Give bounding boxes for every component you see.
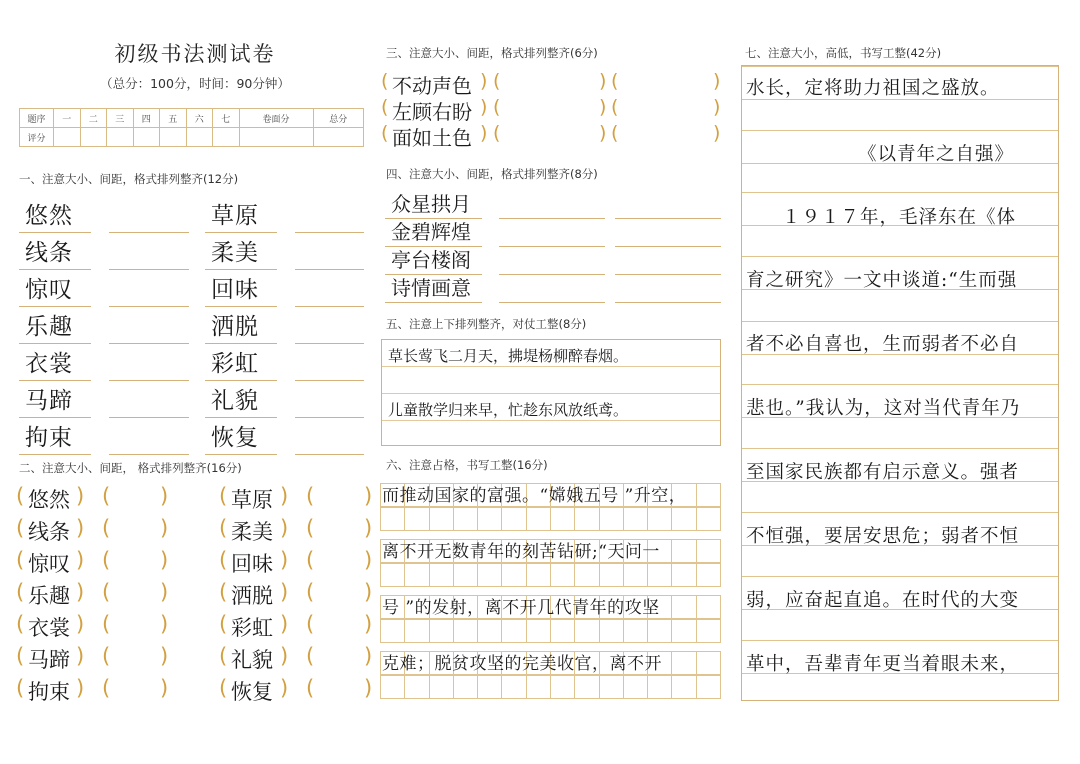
section1-row	[19, 344, 364, 381]
grid-cell[interactable]	[599, 675, 624, 699]
bracket-mark: (	[306, 644, 315, 668]
grid-cell[interactable]	[550, 619, 575, 643]
model-word: 柔美	[211, 240, 259, 266]
essay-line: 离不开无数青年的刻苦钻研;“天问一	[382, 542, 660, 562]
bracket-mark: (	[611, 122, 619, 144]
model-word: 柔美	[231, 520, 273, 544]
bracket-mark: (	[306, 548, 315, 572]
score-table-cell: 卷面分	[239, 109, 313, 128]
bracket-blank[interactable]	[503, 124, 597, 146]
section4-heading: 四、注意大小、间距，格式排列整齐(8分)	[386, 167, 598, 181]
model-word: 礼貌	[211, 388, 259, 414]
score-table-cell: 四	[133, 109, 160, 128]
bracket-blank[interactable]	[316, 645, 364, 669]
section5-heading: 五、注意上下排列整齐，对仗工整(8分)	[386, 317, 587, 331]
bracket-mark: (	[493, 122, 501, 144]
practice-line[interactable]	[205, 454, 277, 455]
bracket-mark: )	[599, 70, 607, 92]
grid-cell[interactable]	[477, 619, 502, 643]
bracket-mark: (	[306, 484, 315, 508]
bracket-mark: )	[480, 122, 488, 144]
essay-line: 不恒强，要居安思危；弱者不恒	[746, 526, 1020, 547]
grid-cell[interactable]	[599, 563, 624, 587]
bracket-mark: )	[160, 612, 169, 636]
grid-cell[interactable]	[550, 675, 575, 699]
score-table-cell: 总分	[313, 109, 363, 128]
section7-heading: 七、注意大小，高低，书写工整(42分)	[745, 46, 942, 60]
bracket-blank[interactable]	[316, 549, 364, 573]
bracket-blank[interactable]	[112, 613, 160, 637]
score-table-cell: 五	[160, 109, 187, 128]
essay-line: 育之研究》一文中谈道:“生而强	[746, 270, 1018, 291]
bracket-blank[interactable]	[316, 677, 364, 701]
bracket-mark: )	[160, 580, 169, 604]
section2-row	[16, 673, 371, 705]
grid-cell[interactable]	[404, 563, 429, 587]
bracket-blank[interactable]	[26, 485, 76, 509]
grid-cell[interactable]	[380, 619, 405, 643]
score-table-cell: 七	[213, 109, 240, 128]
score-input-cell[interactable]	[107, 128, 134, 147]
bracket-mark: (	[102, 548, 111, 572]
bracket-mark: (	[16, 484, 25, 508]
model-word: 彩虹	[211, 351, 259, 377]
essay-line: 《以青年之自强》	[858, 144, 1015, 165]
grid-cell[interactable]	[623, 619, 648, 643]
bracket-mark: )	[364, 612, 373, 636]
section2-row	[16, 481, 371, 513]
grid-row	[381, 619, 721, 643]
model-word: 拘束	[28, 680, 70, 704]
score-table-cell: 三	[107, 109, 134, 128]
score-table-cell: 二	[80, 109, 107, 128]
bracket-blank[interactable]	[26, 645, 76, 669]
bracket-mark: )	[76, 644, 85, 668]
section2-row	[16, 545, 371, 577]
grid-cell[interactable]	[671, 507, 696, 531]
bracket-mark: (	[493, 70, 501, 92]
section1-heading: 一、注意大小、间距，格式排列整齐(12分)	[19, 172, 239, 186]
section4-row	[385, 247, 725, 275]
model-word: 衣裳	[25, 351, 73, 377]
model-word: 诗情画意	[391, 276, 471, 300]
section1-row	[19, 381, 364, 418]
bracket-mark: (	[102, 612, 111, 636]
grid-cell[interactable]	[623, 675, 648, 699]
model-word: 金碧辉煌	[391, 220, 471, 244]
grid-row	[381, 507, 721, 531]
bracket-blank[interactable]	[112, 581, 160, 605]
bracket-mark: )	[76, 548, 85, 572]
bracket-mark: )	[364, 580, 373, 604]
grid-cell[interactable]	[453, 563, 478, 587]
grid-row	[381, 563, 721, 587]
grid-cell[interactable]	[501, 619, 526, 643]
model-word: 恢复	[231, 680, 273, 704]
bracket-mark: )	[364, 516, 373, 540]
section3-row	[381, 122, 726, 148]
grid-cell[interactable]	[501, 563, 526, 587]
bracket-mark: )	[364, 676, 373, 700]
bracket-mark: )	[280, 612, 289, 636]
practice-line[interactable]	[615, 302, 721, 303]
bracket-mark: (	[102, 580, 111, 604]
essay-line: 水长，定将助力祖国之盛放。	[746, 78, 1000, 99]
grid-cell[interactable]	[477, 507, 502, 531]
score-input-cell[interactable]	[54, 128, 81, 147]
bracket-mark: )	[160, 484, 169, 508]
poem-line: 儿童散学归来早，忙趁东风放纸鸢。	[388, 401, 629, 419]
grid-cell[interactable]	[526, 675, 551, 699]
bracket-blank[interactable]	[26, 549, 76, 573]
score-input-cell[interactable]	[80, 128, 107, 147]
bracket-mark: )	[280, 516, 289, 540]
bracket-mark: )	[713, 122, 721, 144]
model-word: 回味	[231, 552, 273, 576]
bracket-mark: )	[280, 580, 289, 604]
bracket-blank[interactable]	[112, 645, 160, 669]
bracket-mark: (	[381, 96, 389, 118]
grid-cell[interactable]	[574, 563, 599, 587]
grid-cell[interactable]	[696, 563, 721, 587]
grid-cell[interactable]	[429, 619, 454, 643]
grid-cell[interactable]	[501, 507, 526, 531]
section3-heading: 三、注意大小、间距，格式排列整齐(6分)	[386, 46, 598, 60]
score-table-cell: 六	[186, 109, 213, 128]
score-table-cell: 题序	[20, 109, 54, 128]
model-word: 线条	[25, 240, 73, 266]
ruled-line	[382, 393, 720, 394]
model-word: 恢复	[211, 425, 259, 451]
bracket-blank[interactable]	[112, 517, 160, 541]
bracket-blank[interactable]	[26, 517, 76, 541]
section2-row	[16, 577, 371, 609]
model-word: 马蹄	[28, 648, 70, 672]
score-input-cell[interactable]	[133, 128, 160, 147]
bracket-mark: )	[76, 676, 85, 700]
grid-cell[interactable]	[453, 619, 478, 643]
model-word: 乐趣	[28, 584, 70, 608]
score-table	[19, 108, 364, 147]
bracket-mark: (	[611, 70, 619, 92]
model-word: 惊叹	[25, 277, 73, 303]
section4-row	[385, 191, 725, 219]
essay-line: 而推动国家的富强。“嫦娥五号 ”升空，	[382, 486, 687, 506]
bracket-mark: )	[364, 484, 373, 508]
bracket-mark: (	[381, 122, 389, 144]
bracket-mark: )	[76, 484, 85, 508]
essay-line: 悲也。”我认为，这对当代青年乃	[746, 398, 1021, 419]
model-word: 悠然	[25, 203, 73, 229]
bracket-mark: (	[16, 676, 25, 700]
bracket-mark: (	[219, 676, 228, 700]
section3-row	[381, 70, 726, 96]
grid-cell[interactable]	[696, 619, 721, 643]
grid-cell[interactable]	[526, 619, 551, 643]
bracket-mark: )	[480, 96, 488, 118]
bracket-blank[interactable]	[26, 677, 76, 701]
grid-cell[interactable]	[526, 507, 551, 531]
practice-line[interactable]	[109, 454, 189, 455]
poem-line: 草长莺飞二月天，拂堤杨柳醉春烟。	[388, 347, 629, 365]
bracket-mark: )	[364, 548, 373, 572]
model-word: 拘束	[25, 425, 73, 451]
score-input-cell[interactable]	[186, 128, 213, 147]
bracket-mark: (	[219, 548, 228, 572]
model-word: 不动声色	[392, 74, 472, 98]
score-input-cell[interactable]	[213, 128, 240, 147]
section2-heading: 二、注意大小、间距， 格式排列整齐(16分)	[19, 461, 242, 475]
grid-cell[interactable]	[501, 675, 526, 699]
section5-practice-box[interactable]	[381, 339, 721, 446]
bracket-mark: (	[102, 644, 111, 668]
bracket-mark: (	[102, 516, 111, 540]
model-word: 众星拱月	[391, 192, 471, 216]
grid-cell[interactable]	[647, 507, 672, 531]
grid-cell[interactable]	[429, 675, 454, 699]
grid-cell[interactable]	[671, 563, 696, 587]
essay-line: １９１７年，毛泽东在《体	[782, 207, 1017, 228]
grid-cell[interactable]	[429, 563, 454, 587]
ruled-line	[382, 420, 720, 421]
score-input-cell[interactable]	[239, 128, 313, 147]
grid-cell[interactable]	[574, 675, 599, 699]
model-word: 亭台楼阁	[391, 248, 471, 272]
bracket-mark: (	[493, 96, 501, 118]
bracket-mark: (	[102, 676, 111, 700]
grid-cell[interactable]	[574, 619, 599, 643]
bracket-blank[interactable]	[621, 98, 711, 120]
bracket-mark: (	[219, 580, 228, 604]
score-input-cell[interactable]	[313, 128, 363, 147]
bracket-mark: (	[102, 484, 111, 508]
model-word: 洒脱	[231, 584, 273, 608]
model-word: 洒脱	[211, 314, 259, 340]
bracket-blank[interactable]	[112, 485, 160, 509]
grid-cell[interactable]	[550, 563, 575, 587]
bracket-blank[interactable]	[316, 485, 364, 509]
model-word: 悠然	[28, 488, 70, 512]
bracket-mark: )	[76, 516, 85, 540]
bracket-mark: (	[219, 612, 228, 636]
bracket-mark: )	[160, 516, 169, 540]
bracket-mark: (	[219, 484, 228, 508]
grid-cell[interactable]	[696, 507, 721, 531]
bracket-mark: )	[160, 644, 169, 668]
bracket-mark: )	[160, 548, 169, 572]
section4-row	[385, 219, 725, 247]
grid-cell[interactable]	[647, 619, 672, 643]
essay-line: 克难；脱贫攻坚的完美收官，离不开	[382, 654, 662, 674]
bracket-blank[interactable]	[316, 517, 364, 541]
grid-cell[interactable]	[599, 619, 624, 643]
bracket-mark: (	[381, 70, 389, 92]
grid-cell[interactable]	[574, 507, 599, 531]
grid-cell[interactable]	[453, 507, 478, 531]
grid-cell[interactable]	[599, 507, 624, 531]
section3-row	[381, 96, 726, 122]
practice-line[interactable]	[499, 302, 605, 303]
bracket-mark: )	[280, 548, 289, 572]
practice-line[interactable]	[295, 454, 364, 455]
bracket-blank[interactable]	[316, 613, 364, 637]
bracket-blank[interactable]	[621, 72, 711, 94]
bracket-mark: (	[306, 676, 315, 700]
bracket-mark: (	[16, 516, 25, 540]
grid-cell[interactable]	[647, 563, 672, 587]
bracket-mark: (	[611, 96, 619, 118]
grid-cell[interactable]	[404, 507, 429, 531]
bracket-mark: )	[480, 70, 488, 92]
model-word: 惊叹	[28, 552, 70, 576]
section1-row	[19, 270, 364, 307]
grid-cell[interactable]	[526, 563, 551, 587]
bracket-mark: (	[306, 580, 315, 604]
bracket-mark: )	[76, 580, 85, 604]
bracket-mark: (	[306, 612, 315, 636]
bracket-blank[interactable]	[316, 581, 364, 605]
score-table-header-row	[20, 109, 364, 128]
bracket-mark: (	[306, 516, 315, 540]
base-line	[385, 302, 482, 303]
essay-line: 至国家民族都有启示意义。强者	[746, 462, 1020, 483]
bracket-mark: )	[280, 644, 289, 668]
grid-cell[interactable]	[550, 507, 575, 531]
bracket-mark: (	[16, 548, 25, 572]
section7-practice-box[interactable]	[741, 65, 1059, 701]
grid-cell[interactable]	[404, 619, 429, 643]
section2-row	[16, 641, 371, 673]
essay-line: 革中，吾辈青年更当着眼未来，	[746, 654, 1020, 675]
ruled-line	[382, 366, 720, 367]
grid-cell[interactable]	[671, 619, 696, 643]
section2-row	[16, 609, 371, 641]
score-input-cell[interactable]	[160, 128, 187, 147]
model-word: 左顾右盼	[392, 100, 472, 124]
bracket-mark: )	[713, 70, 721, 92]
grid-cell[interactable]	[380, 563, 405, 587]
section6-heading: 六、注意占格，书写工整(16分)	[386, 458, 548, 472]
bracket-mark: (	[16, 644, 25, 668]
grid-cell[interactable]	[380, 507, 405, 531]
essay-line: 号 ”的发射，离不开几代青年的攻坚	[382, 598, 660, 618]
bracket-blank[interactable]	[503, 98, 597, 120]
bracket-mark: )	[599, 96, 607, 118]
model-word: 草原	[231, 488, 273, 512]
grid-cell[interactable]	[429, 507, 454, 531]
bracket-mark: )	[76, 612, 85, 636]
bracket-mark: )	[599, 122, 607, 144]
score-table-cell: 一	[54, 109, 81, 128]
section1-row	[19, 196, 364, 233]
model-word: 衣裳	[28, 616, 70, 640]
bracket-mark: )	[713, 96, 721, 118]
exam-subtitle: （总分：100分，时间：90分钟）	[100, 76, 290, 91]
bracket-blank[interactable]	[26, 613, 76, 637]
grid-cell[interactable]	[623, 563, 648, 587]
model-word: 礼貌	[231, 648, 273, 672]
bracket-blank[interactable]	[26, 581, 76, 605]
bracket-mark: (	[219, 644, 228, 668]
section2-row	[16, 513, 371, 545]
essay-line: 者不必自喜也，生而弱者不必自	[746, 334, 1020, 355]
section1-row	[19, 307, 364, 344]
grid-cell[interactable]	[404, 675, 429, 699]
bracket-mark: (	[16, 612, 25, 636]
practice-line[interactable]	[19, 454, 91, 455]
model-word: 线条	[28, 520, 70, 544]
score-table-cell: 评分	[20, 128, 54, 147]
bracket-mark: (	[16, 580, 25, 604]
bracket-blank[interactable]	[503, 72, 597, 94]
bracket-blank[interactable]	[112, 549, 160, 573]
model-word: 回味	[211, 277, 259, 303]
model-word: 马蹄	[25, 388, 73, 414]
grid-cell[interactable]	[647, 675, 672, 699]
bracket-mark: )	[364, 644, 373, 668]
section1-row	[19, 233, 364, 270]
bracket-mark: )	[280, 676, 289, 700]
exam-title: 初级书法测试卷	[114, 42, 276, 66]
model-word: 草原	[211, 203, 259, 229]
bracket-mark: (	[219, 516, 228, 540]
grid-cell[interactable]	[477, 675, 502, 699]
grid-cell[interactable]	[380, 675, 405, 699]
bracket-blank[interactable]	[112, 677, 160, 701]
bracket-mark: )	[280, 484, 289, 508]
bracket-blank[interactable]	[621, 124, 711, 146]
grid-row	[381, 675, 721, 699]
model-word: 面如土色	[392, 126, 472, 150]
grid-cell[interactable]	[453, 675, 478, 699]
grid-cell[interactable]	[671, 675, 696, 699]
model-word: 乐趣	[25, 314, 73, 340]
section4-row	[385, 275, 725, 303]
bracket-mark: )	[160, 676, 169, 700]
grid-cell[interactable]	[477, 563, 502, 587]
section1-row	[19, 418, 364, 455]
essay-line: 弱，应奋起直追。在时代的大变	[746, 590, 1020, 611]
grid-cell[interactable]	[623, 507, 648, 531]
grid-cell[interactable]	[696, 675, 721, 699]
model-word: 彩虹	[231, 616, 273, 640]
score-table-score-row	[20, 128, 364, 147]
